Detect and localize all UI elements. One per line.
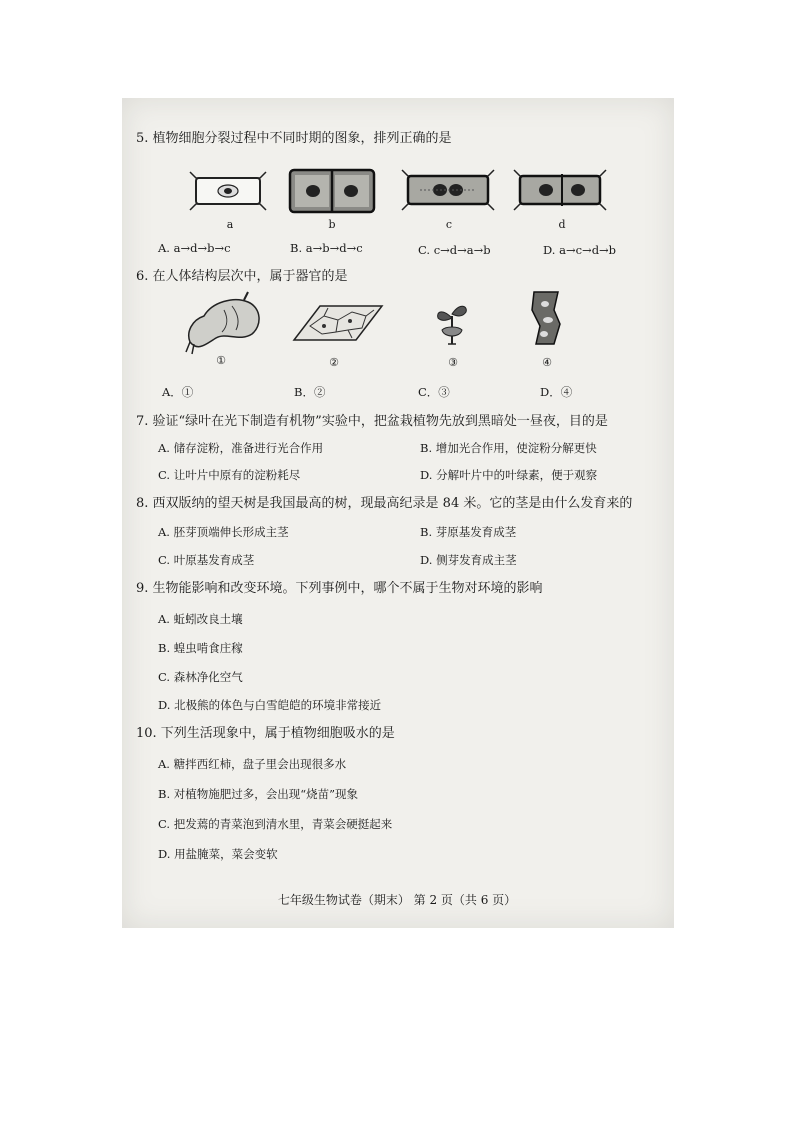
q9-option-a: A. 蚯蚓改良土壤 [158, 612, 243, 626]
q9-option-c: C. 森林净化空气 [158, 670, 243, 684]
q10-option-a: A. 糖拌西红柿，盘子里会出现很多水 [158, 757, 347, 771]
q6-label-2: ② [329, 356, 339, 369]
tissue-icon [290, 302, 386, 344]
q5-option-c: C. c→d→a→b [418, 243, 491, 257]
q6-label-1: ① [216, 354, 226, 367]
q6-option-a: A．① [162, 385, 194, 399]
q8-option-a: A. 胚芽顶端伸长形成主茎 [158, 525, 289, 539]
q10-option-b: B. 对植物施肥过多，会出现“烧苗”现象 [158, 787, 359, 801]
q5-label-d: d [558, 218, 566, 231]
q5-figure-b [286, 166, 378, 216]
q5-option-d: D. a→c→d→b [543, 243, 617, 257]
q10-stem: 10. 下列生活现象中，属于植物细胞吸水的是 [136, 726, 395, 741]
q9-option-b: B. 蝗虫啃食庄稼 [158, 641, 243, 655]
q5-label-b: b [328, 218, 336, 231]
q8-option-d: D. 侧芽发育成主茎 [420, 553, 517, 567]
q7-option-a: A. 储存淀粉，准备进行光合作用 [158, 441, 324, 455]
q5-label-c: c [445, 218, 453, 231]
q10-option-c: C. 把发蔫的青菜泡到清水里，青菜会硬挺起来 [158, 817, 393, 831]
q5-stem: 5. 植物细胞分裂过程中不同时期的图象，排列正确的是 [136, 131, 452, 146]
q10-option-d: D. 用盐腌菜，菜会变软 [158, 847, 278, 861]
stomach-icon [182, 292, 268, 356]
q5-figure-a [188, 168, 268, 214]
scanned-page [122, 98, 674, 928]
q7-option-b: B. 增加光合作用，使淀粉分解更快 [420, 441, 597, 455]
page-footer: 七年级生物试卷（期末） 第 2 页（共 6 页） [277, 893, 517, 907]
q5-label-a: a [226, 218, 234, 231]
q6-option-b: B．② [294, 385, 326, 399]
q5-figure-d [512, 166, 608, 214]
q5-figure-c [400, 166, 496, 214]
q9-option-d: D. 北极熊的体色与白雪皑皑的环境非常接近 [158, 698, 382, 712]
q8-stem: 8. 西双版纳的望天树是我国最高的树，现最高纪录是 84 米。它的茎是由什么发育来的 [136, 496, 633, 511]
q7-option-d: D. 分解叶片中的叶绿素，便于观察 [420, 468, 598, 482]
q6-option-c: C．③ [418, 385, 450, 399]
q5-option-a: A. a→d→b→c [158, 241, 231, 255]
q6-label-3: ③ [448, 356, 458, 369]
bone-tissue-icon [528, 290, 564, 346]
plant-icon [432, 296, 472, 346]
q7-option-c: C. 让叶片中原有的淀粉耗尽 [158, 468, 301, 482]
q7-stem: 7. 验证“绿叶在光下制造有机物”实验中，把盆栽植物先放到黑暗处一昼夜，目的是 [136, 414, 608, 429]
q5-option-b: B. a→b→d→c [290, 241, 363, 255]
q6-option-d: D．④ [540, 385, 573, 399]
q6-label-4: ④ [542, 356, 552, 369]
q8-option-c: C. 叶原基发育成茎 [158, 553, 255, 567]
q8-option-b: B. 芽原基发育成茎 [420, 525, 517, 539]
q9-stem: 9. 生物能影响和改变环境。下列事例中，哪个不属于生物对环境的影响 [136, 581, 543, 596]
q6-stem: 6. 在人体结构层次中，属于器官的是 [136, 269, 348, 284]
